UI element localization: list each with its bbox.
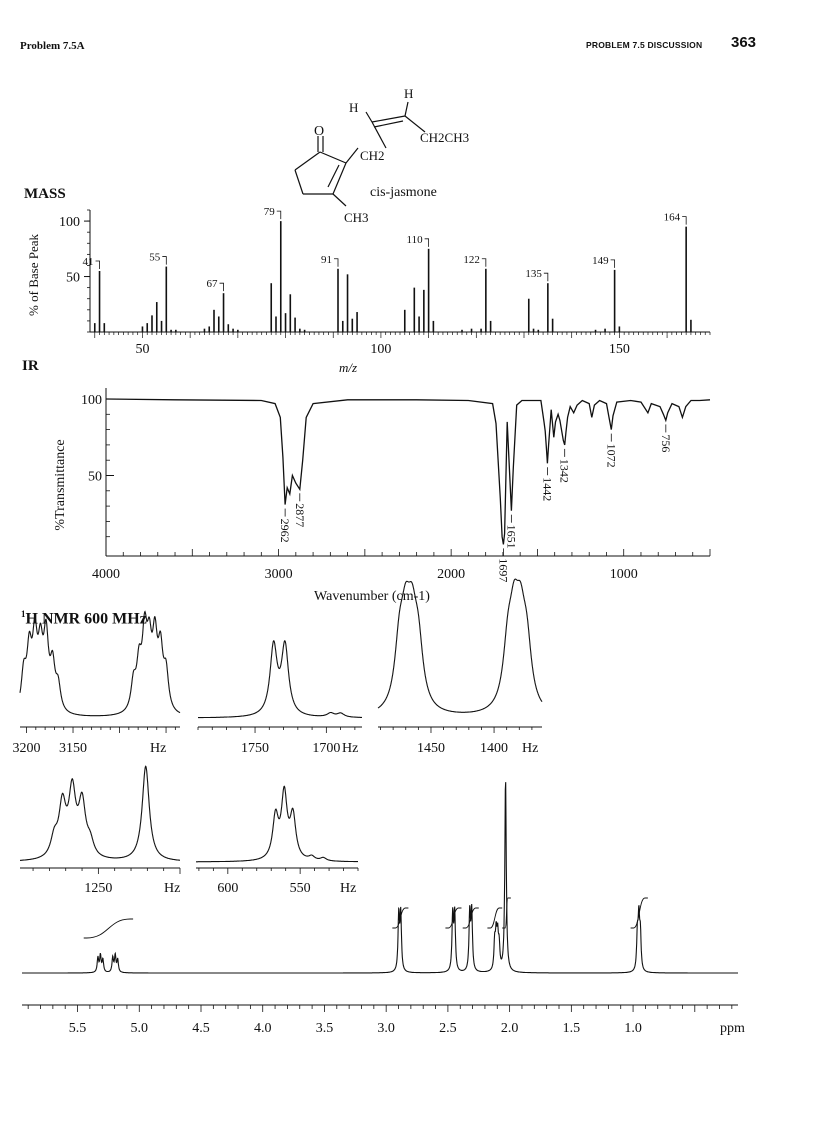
nmr-xlabel: ppm — [720, 1021, 745, 1036]
atom-ethyl: CH2CH3 — [420, 130, 470, 145]
nmr-x-tick-label: 3.5 — [315, 1021, 334, 1036]
nmr-x-tick-label: 1.5 — [562, 1021, 581, 1036]
nmr-integral-curve — [84, 919, 133, 938]
mass-peak-label: 91 — [321, 253, 332, 266]
atom-ch2-ring: CH2 — [360, 148, 385, 163]
inset-x-tick-label: 3200 — [12, 741, 41, 756]
atom-o: O — [314, 124, 325, 139]
mass-peak-label: 164 — [663, 211, 681, 224]
nmr-x-tick-label: 5.5 — [68, 1021, 87, 1036]
inset-xlabel: Hz — [522, 741, 539, 756]
nmr-x-tick-label: 3.0 — [377, 1021, 395, 1036]
section-title: PROBLEM 7.5 DISCUSSION — [586, 40, 703, 50]
mass-y-tick-label: 50 — [66, 270, 80, 286]
ir-ylabel: %Transmittance — [53, 439, 68, 531]
inset-x-tick-label: 3150 — [59, 741, 88, 756]
ir-peak-label: 1342 — [557, 458, 572, 483]
mass-ylabel: % of Base Peak — [26, 234, 41, 316]
mass-x-tick-label: 100 — [370, 342, 392, 357]
mass-x-tick-label: 50 — [135, 342, 150, 357]
nmr-title-text: H NMR 600 MHz — [25, 610, 147, 628]
inset-x-tick-label: 550 — [289, 881, 311, 896]
ir-x-tick-label: 1000 — [609, 567, 638, 582]
mass-peak-label: 122 — [463, 253, 480, 266]
inset-xlabel: Hz — [164, 881, 181, 896]
mass-x-tick-label: 150 — [608, 342, 630, 357]
inset-x-tick-label: 600 — [217, 881, 239, 896]
inset-x-tick-label: 1750 — [241, 741, 270, 756]
mass-peak-label: 110 — [406, 233, 423, 246]
ir-peak-label: 1072 — [604, 443, 619, 468]
mass-peak-label: 149 — [592, 254, 609, 267]
nmr-x-tick-label: 1.0 — [624, 1021, 642, 1036]
ir-peak-label: 1651 — [504, 524, 519, 549]
mass-section-title: MASS — [24, 186, 66, 202]
ir-peak-label: 756 — [658, 434, 673, 453]
ir-xlabel: Wavenumber (cm-1) — [314, 589, 430, 604]
ir-peak-label: 2962 — [278, 518, 293, 543]
compound-name: cis-jasmone — [370, 185, 437, 200]
mass-peak-label: 79 — [263, 206, 275, 219]
inset-x-tick-label: 1700 — [312, 741, 341, 756]
atom-h1: H — [349, 100, 359, 115]
nmr-spectrum-line — [22, 782, 738, 973]
nmr-x-tick-label: 4.5 — [192, 1021, 210, 1036]
atom-h2: H — [404, 86, 414, 101]
inset-x-tick-label: 1450 — [416, 741, 445, 756]
inset-spectrum-line — [196, 786, 358, 862]
ir-x-tick-label: 2000 — [437, 567, 466, 582]
mass-peak-label: 67 — [206, 278, 218, 291]
mass-peak-label: 135 — [525, 268, 542, 281]
nmr-x-tick-label: 2.5 — [439, 1021, 457, 1036]
ir-peak-label: 1697 — [496, 558, 511, 583]
ir-x-tick-label: 4000 — [92, 567, 120, 582]
mass-peak-label: 55 — [149, 251, 161, 264]
page-number: 363 — [731, 34, 757, 51]
inset-xlabel: Hz — [340, 881, 357, 896]
nmr-x-tick-label: 2.0 — [500, 1021, 519, 1036]
inset-spectrum-line — [20, 612, 180, 716]
inset-spectrum-line — [198, 641, 362, 718]
nmr-x-tick-label: 5.0 — [130, 1021, 149, 1036]
problem-label: Problem 7.5A — [20, 40, 85, 52]
nmr-integral-curve — [631, 898, 648, 928]
ir-section-title: IR — [22, 358, 39, 374]
ir-y-tick-label: 50 — [88, 469, 102, 485]
nmr-integral-curve — [487, 908, 502, 928]
atom-ch3: CH3 — [344, 210, 369, 225]
mass-xlabel: m/z — [338, 360, 358, 375]
ir-peak-label: 2877 — [292, 503, 307, 528]
inset-x-tick-label: 1250 — [84, 881, 113, 896]
inset-x-tick-label: 1400 — [480, 741, 509, 756]
nmr-x-tick-label: 4.0 — [253, 1021, 272, 1036]
inset-spectrum-line — [378, 579, 542, 712]
ir-peak-label: 1442 — [540, 477, 555, 502]
inset-spectrum-line — [20, 766, 180, 860]
inset-xlabel: Hz — [342, 741, 359, 756]
mass-peak-label: 41 — [82, 256, 94, 268]
mass-y-tick-label: 100 — [59, 215, 80, 231]
inset-xlabel: Hz — [150, 741, 167, 756]
ir-x-tick-label: 3000 — [264, 567, 293, 582]
nmr-title-superscript: 1 — [21, 609, 26, 619]
ir-y-tick-label: 100 — [81, 393, 102, 408]
